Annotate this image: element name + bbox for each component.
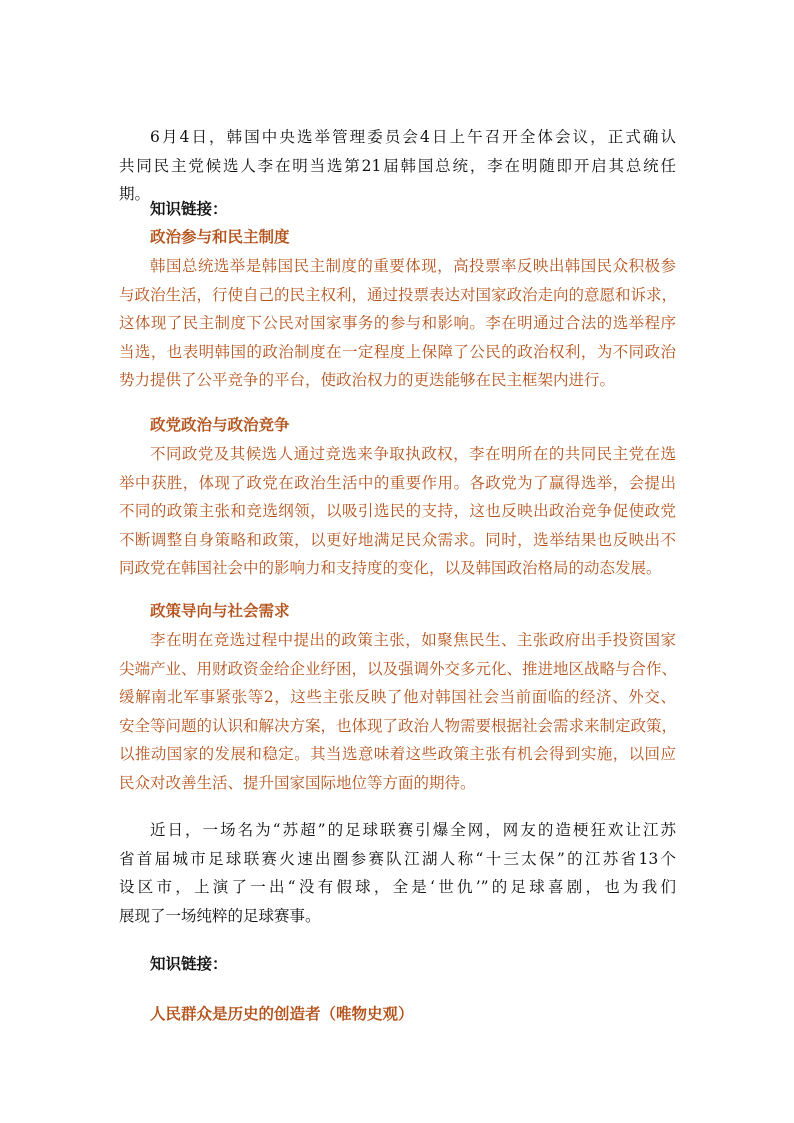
news-paragraph-su-chao	[119, 816, 676, 930]
news-paragraph-korea-election	[119, 123, 676, 209]
text-line: 李在明在竞选过程中提出的政策主张，如聚焦民生、主张政府出手投资国家	[150, 631, 676, 649]
text-line: 同政党在韩国社会中的影响力和支持度的变化，以及韩国政治格局的动态发展。	[119, 559, 662, 577]
text-line: 与政治生活，行使自己的民主权利，通过投票表达对国家政治走向的意愿和诉求，	[119, 285, 678, 304]
text-line: 韩国总统选举是韩国民主制度的重要体现，高投票率反映出韩国民众积极参	[150, 257, 676, 275]
knowledge-link-title: 知识链接：	[150, 954, 228, 973]
text-line: 举中获胜，体现了政党在政治生活中的重要作用。各政党为了赢得选举，会提出	[119, 473, 676, 492]
text-line: 不断调整自身策略和政策，以更好地满足民众需求。同时，选举结果也反映出不	[119, 530, 676, 549]
text-line: 民众对改善生活、提升国家国际地位等方面的期待。	[119, 773, 476, 792]
text-line: 6月4日，韩国中央选举管理委员会4日上午召开全体会议，正式确认	[150, 128, 676, 146]
section-body-party-politics	[119, 440, 676, 583]
text-line: 期。	[119, 185, 151, 203]
text-line: 不同的政策主张和竞选纲领，以吸引选民的支持，这也反映出政治竞争促使政党	[119, 502, 676, 520]
section-body-political-participation	[119, 252, 678, 395]
section-body-policy-orientation	[119, 626, 678, 797]
text-line: 省首届城市足球联赛火速出圈参赛队江湖人称“十三太保”的江苏省13个	[119, 849, 676, 868]
text-line: 近日，一场名为“苏超”的足球联赛引爆全网，网友的造梗狂欢让江苏	[150, 821, 676, 839]
text-line: 尖端产业、用财政资金给企业纾困，以及强调外交多元化、推进地区战略与合作、	[119, 659, 678, 678]
text-line: 展现了一场纯粹的足球赛事。	[119, 906, 321, 925]
text-line: 安全等问题的认识和解决方案，也体现了政治人物需要根据社会需求来制定政策，	[119, 716, 678, 735]
text-line: 势力提供了公平竞争的平台，使政治权力的更迭能够在民主框架内进行。	[119, 371, 616, 389]
text-line: 设区市，上演了一出“没有假球，全是‘世仇’”的足球喜剧，也为我们	[119, 878, 676, 896]
knowledge-link-title: 知识链接：	[150, 199, 228, 218]
section-heading-people-create-history: 人民群众是历史的创造者（唯物史观）	[150, 1004, 414, 1023]
section-heading-party-politics: 政党政治与政治竞争	[150, 415, 290, 434]
text-line: 以推动国家的发展和稳定。其当选意味着这些政策主张有机会得到实施，以回应	[119, 745, 676, 763]
text-line: 不同政党及其候选人通过竞选来争取执政权，李在明所在的共同民主党在选	[150, 445, 676, 463]
text-line: 当选，也表明韩国的政治制度在一定程度上保障了公民的政治权利，为不同政治	[119, 342, 676, 361]
section-heading-political-participation: 政治参与和民主制度	[150, 227, 290, 246]
text-line: 这体现了民主制度下公民对国家事务的参与和影响。李在明通过合法的选举程序	[119, 314, 676, 332]
text-line: 共同民主党候选人李在明当选第21届韩国总统，李在明随即开启其总统任	[119, 156, 676, 175]
text-line: 缓解南北军事紧张等2，这些主张反映了他对韩国社会当前面临的经济、外交、	[119, 688, 676, 706]
section-heading-policy-orientation: 政策导向与社会需求	[150, 601, 290, 620]
